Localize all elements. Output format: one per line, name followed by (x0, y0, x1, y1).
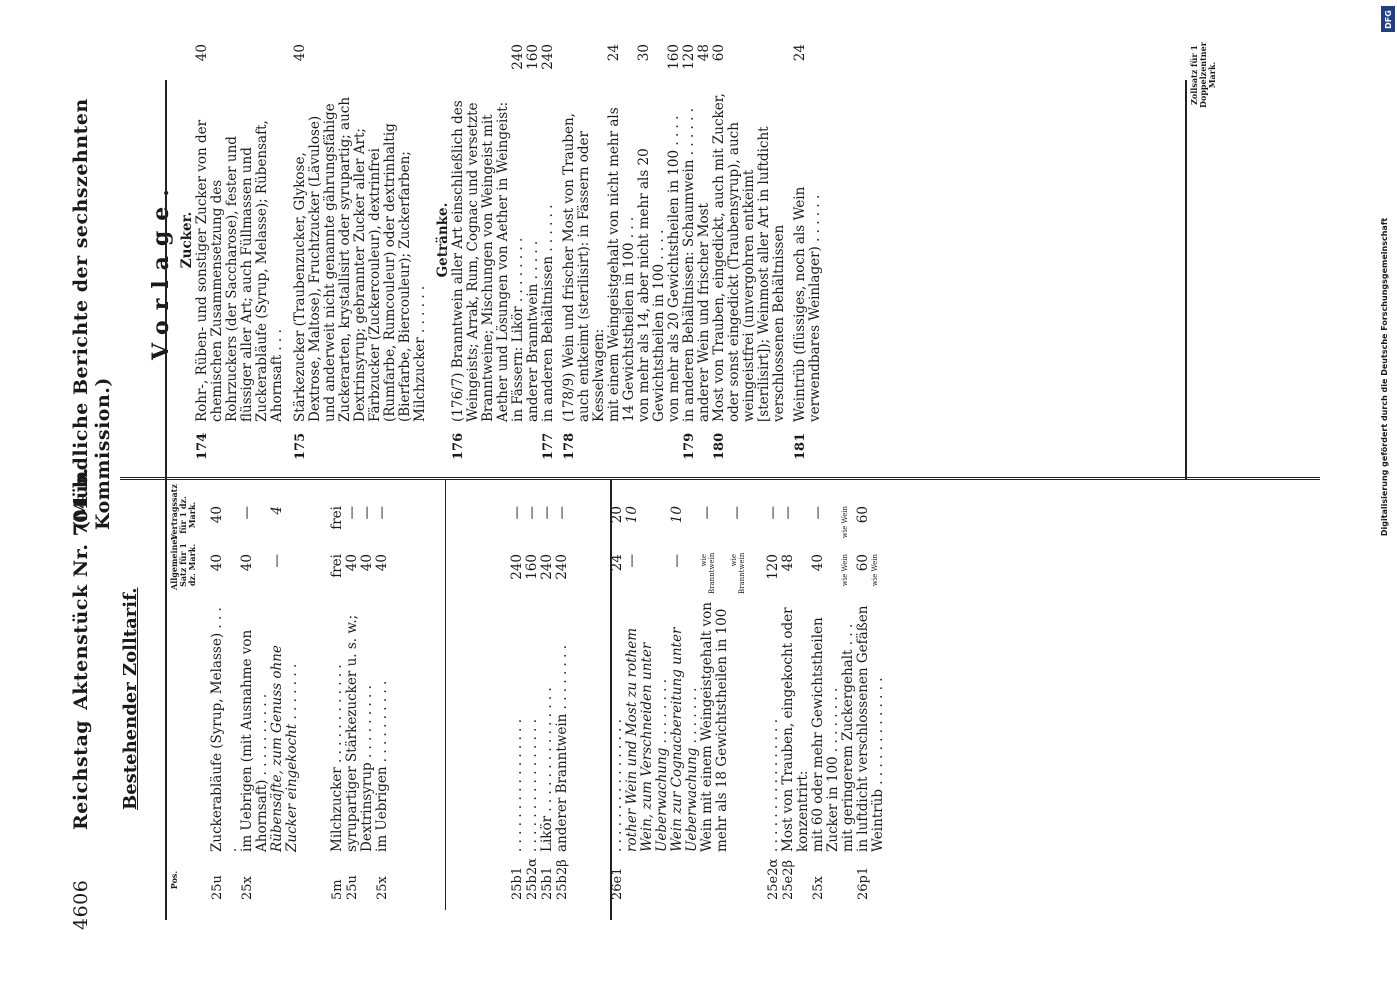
dfg-logo-text: DFG (1383, 9, 1393, 29)
row-treaty: — (765, 506, 781, 520)
left-row (781, 480, 811, 900)
row-text: im Uebrigen . . . . . . . . . . (374, 680, 390, 852)
group-num: 181 (793, 432, 808, 460)
row-treaty: 10 (669, 506, 685, 524)
group-text: Rohr-, Rüben- und sonstiger Zucker von der chemischen Zusammensetzung des Rohrzuckers (der Saccharose), fester und flüssiger aller Art; auch Füllmassen und Zuckerabläufe (Syrup, Melasse); Rübensaft, Ahornsaft . . . (194, 119, 285, 422)
row-general: — (624, 554, 640, 568)
group-text: Weintrüb (flüssiges, noch als Wein verwendbares Weinlager) . . . . . . (792, 186, 823, 422)
group-num (667, 430, 682, 460)
row-general: wie Branntwein (730, 552, 746, 594)
group-num: 176 (451, 432, 466, 460)
row-pos (730, 860, 746, 900)
group-num: 174 (195, 432, 210, 460)
row-pos: 25x (240, 876, 255, 900)
vorlage-group (682, 20, 697, 460)
row-text: . . . . . . . . . . . . . . . . (509, 718, 525, 852)
row-treaty: — (780, 506, 796, 520)
group-text: in anderen Behältnissen: Schaumwein . . . . . . (681, 108, 697, 422)
digitization-note: Digitalisierung gefördert durch die Deutsche Forschungsgemeinschaft (1380, 217, 1389, 537)
left-row (525, 480, 540, 900)
row-text: Zuckerabläufe (Syrup, Melasse) . . . . (209, 607, 240, 852)
row-text: Most von Trauben, eingekocht oder konzentrirt: (780, 607, 811, 852)
row-text: mit geringerem Zuckergehalt . . . (840, 623, 856, 852)
row-pos: 25u (345, 875, 360, 900)
group-rate: 40 (292, 44, 308, 62)
left-row (841, 480, 856, 900)
row-general: 40 (374, 554, 390, 572)
row-text: anderer Branntwein . . . . . . . . (554, 644, 570, 852)
right-rows (180, 20, 823, 460)
group-num: 179 (682, 432, 697, 460)
row-general: wie Wein (871, 554, 879, 587)
row-treaty (871, 506, 886, 546)
row-general: 240 (554, 554, 570, 580)
rule-left-top (165, 480, 167, 920)
row-general: 240 (539, 554, 555, 580)
row-pos (270, 860, 300, 900)
row-pos: 25x (375, 876, 390, 900)
vorlage-group (697, 20, 712, 460)
row-general: 240 (509, 554, 525, 580)
row-pos: 25b1 (540, 866, 555, 900)
vorlage-group (667, 20, 682, 460)
row-text: . . . . . . . . . . . . . . . . (765, 718, 781, 852)
row-general: — (269, 554, 285, 568)
row-treaty: — (699, 506, 715, 520)
left-section-title: Bestehender Zolltarif. (120, 587, 141, 810)
group-num (526, 430, 541, 460)
left-row (871, 480, 886, 900)
row-general: 24 (609, 554, 625, 572)
row-text: in luftdicht verschlossenen Gefäßen (855, 605, 871, 852)
group-rate: 60 (711, 44, 727, 62)
group-num (637, 430, 667, 460)
row-treaty: — (729, 506, 745, 520)
row-text: Rübensäfte, zum Genuss ohne Zucker eingekocht . . . . . . . (269, 645, 300, 852)
group-num: 180 (712, 432, 727, 460)
left-row (510, 480, 525, 900)
page-number: 4606 (70, 879, 92, 930)
row-pos (700, 860, 730, 900)
row-general: 40 (239, 554, 255, 572)
vorlage-group (180, 20, 285, 460)
row-treaty: 60 (855, 506, 871, 524)
row-treaty: — (359, 506, 375, 520)
group-text: von mehr als 20 Gewichtstheilen in 100 . . . . (666, 115, 682, 422)
group-text: anderer Wein und frischer Most (696, 203, 712, 422)
header-org: Reichstag (70, 719, 92, 830)
header-commission: (Mündliche Berichte der sechszehnten Kommission.) (70, 98, 114, 530)
group-text: von mehr als 14, aber nicht mehr als 20 Gewichtstheilen in 100 . . . . (636, 148, 667, 422)
row-pos: 5m (330, 879, 345, 900)
row-general: 48 (780, 554, 796, 572)
group-rate: 160 (666, 44, 682, 70)
group-num: 175 (293, 432, 308, 460)
row-treaty: — (810, 506, 826, 520)
vorlage-group (637, 20, 667, 460)
left-row (811, 480, 841, 900)
right-section-title: Vorlage. (148, 179, 174, 360)
row-text: Dextrinsyrup . . . . . . . . . (359, 685, 375, 852)
rule-right-rate (1185, 80, 1187, 480)
row-text (730, 602, 746, 852)
row-general: 40 (359, 554, 375, 572)
group-text: mit einem Weingeistgehalt von nicht mehr als 14 Gewichtstheilen in 100 . . . (606, 107, 637, 422)
row-pos (670, 860, 700, 900)
left-row (555, 480, 570, 900)
left-row (375, 480, 390, 900)
group-heading: Zucker. (179, 211, 195, 269)
row-general: wie Wein (841, 554, 849, 587)
left-row (240, 480, 270, 900)
row-pos: 25b1 (510, 866, 525, 900)
col-header-general: Allgemeiner Satz für 1 dz. Mark. (169, 535, 197, 590)
row-treaty: 10 (624, 506, 640, 524)
group-text: in Fässern: Likör . . . . . . . . (510, 237, 526, 422)
row-pos: 26p1 (856, 866, 871, 900)
group-rate: 120 (681, 44, 697, 70)
row-text: im Uebrigen (mit Ausnahme von Ahornsaft) . . . . . . . . . . (239, 629, 270, 852)
row-treaty: — (554, 506, 570, 520)
left-row (210, 480, 240, 900)
row-treaty: frei (329, 506, 345, 530)
group-num (607, 430, 637, 460)
row-text: Likör . . . . . . . . . . . . . . . (539, 687, 555, 852)
left-row (270, 480, 300, 900)
vorlage-group (793, 20, 823, 460)
left-row (330, 480, 345, 900)
group-rate: 48 (696, 44, 712, 62)
group-rate (562, 44, 607, 84)
left-row (345, 480, 360, 900)
group-text: anderer Branntwein . . . . . (525, 240, 541, 422)
group-num: 178 (562, 432, 577, 460)
col-header-treaty: Vertragssatz für 1 dz. Mark. (169, 484, 197, 540)
row-general: 40 (209, 554, 225, 572)
vorlage-group (541, 20, 556, 460)
group-text: Stärkezucker (Traubenzucker, Glykose, Dextrose, Maltose), Fruchtzucker (Lävulose) und anderweit nicht genannte gährungsfähige Zuckerarten, krystallisirt oder syrupartig; auch Dextrinsyrup; gebrannter Zucker aller Art; Färbzucker (Zuckercouleur), dextrinfrei (Rumfarbe, Rumcouleur) oder dextrinhaltig (Bierfarbe, Biercouleur); Zuckerfarben; Milchzucker . . . . . . (292, 96, 428, 422)
row-treaty: 20 (609, 506, 625, 524)
row-general: frei (329, 554, 345, 578)
left-row (625, 480, 670, 900)
row-general: 40 (810, 554, 826, 572)
group-num: 177 (541, 432, 556, 460)
left-rows (210, 480, 886, 900)
group-text: Most von Trauben, eingedickt, auch mit Zucker, oder sonst eingedickt (Traubensyrup), auch weingeistfrei (unvergohren entkeimt [sterilisirt]); Weinmost aller Art in luftdicht verschlossenen Behältnissen (711, 93, 787, 422)
left-row (700, 480, 730, 900)
row-pos: 25e2β (781, 859, 796, 900)
row-text: . . . . . . . . . . . . . . . . (524, 718, 540, 852)
left-row (610, 480, 625, 900)
row-pos (360, 860, 375, 900)
left-row (670, 480, 700, 900)
row-treaty: — (239, 506, 255, 520)
row-text: Wein mit einem Weingeistgehalt von mehr als 18 Gewichtstheilen in 100 (699, 602, 730, 852)
row-pos: 25x (811, 876, 826, 900)
dfg-logo (1381, 6, 1395, 32)
row-pos: 25b2β (555, 859, 570, 900)
group-rate: 240 (510, 44, 526, 70)
row-text: Milchzucker . . . . . . . . . . . . (329, 664, 345, 852)
vorlage-group (607, 20, 637, 460)
group-rate: 40 (194, 44, 210, 62)
group-rate: 24 (606, 44, 622, 62)
row-general: 160 (524, 554, 540, 580)
row-treaty: — (524, 506, 540, 520)
left-row (730, 480, 746, 900)
row-general: 60 (855, 554, 871, 572)
digitization-sidebar (1377, 0, 1397, 1000)
row-treaty: — (374, 506, 390, 520)
rule-right-top (165, 80, 167, 480)
row-text: Wein zur Cognacbereitung unter Ueberwachung . . . . . . . (669, 627, 700, 852)
left-row (540, 480, 555, 900)
col-header-zollsatz: Zollsatz für 1 Doppelzentner Mark. (1189, 42, 1217, 108)
row-general: — (669, 554, 685, 568)
row-treaty: — (344, 506, 360, 520)
header-doc: Aktenstück Nr. 704 b. (70, 467, 92, 710)
row-general: wie Branntwein (700, 552, 716, 594)
group-rate (451, 44, 511, 84)
row-general: 40 (344, 554, 360, 572)
group-text: in anderen Behältnissen . . . . . . (540, 204, 556, 422)
row-pos: 25u (210, 875, 225, 900)
left-row (856, 480, 871, 900)
group-text: (176/7) Branntwein aller Art einschließlich des Weingeists; Arrak, Rum, Cognac und versetzte Branntweine; Mischungen von Weingeist mit Aether und Lösungen von Aether in Weingeist: (450, 100, 511, 422)
row-pos (625, 860, 670, 900)
row-treaty: wie Wein (841, 506, 849, 539)
row-text: Weintrüb . . . . . . . . . . . . . (870, 677, 886, 852)
row-pos: 25e2α (766, 858, 781, 900)
vorlage-group (436, 20, 511, 460)
row-pos (871, 860, 886, 900)
row-treaty: 4 (269, 506, 285, 515)
group-rate: 240 (540, 44, 556, 70)
row-treaty: 40 (209, 506, 225, 524)
row-text: . . . . . . . . . . . . . . . . (609, 718, 625, 852)
row-text: mit 60 oder mehr Gewichtstheilen Zucker in 100 . . . . . . . . (810, 617, 841, 852)
row-treaty: — (539, 506, 555, 520)
left-row (360, 480, 375, 900)
row-text: rother Wein und Most zu rothem Wein, zum Verschneiden unter Ueberwachung . . . . . . . . (624, 627, 670, 852)
row-pos: 25b2α (525, 858, 540, 900)
row-text: syrupartiger Stärkezucker u. s. w.; (344, 614, 360, 852)
row-pos: 26e1 (610, 867, 625, 900)
group-heading: Getränke. (435, 202, 451, 278)
group-text: (178/9) Wein und frischer Most von Trauben, auch entkeimt (sterilisirt): in Fässern oder Kesselwagen: (561, 113, 607, 422)
vorlage-group (562, 20, 607, 460)
vorlage-group (511, 20, 526, 460)
vorlage-group (293, 20, 428, 460)
group-num (697, 430, 712, 460)
group-rate: 30 (636, 44, 652, 62)
row-treaty: — (509, 506, 525, 520)
vorlage-group (712, 20, 787, 460)
vorlage-group (526, 20, 541, 460)
group-rate: 160 (525, 44, 541, 70)
row-pos (841, 860, 856, 900)
group-rate: 24 (792, 44, 808, 62)
group-num (511, 430, 526, 460)
col-header-pos: Pos. (169, 870, 179, 890)
left-row (766, 480, 781, 900)
row-general: 120 (765, 554, 781, 580)
